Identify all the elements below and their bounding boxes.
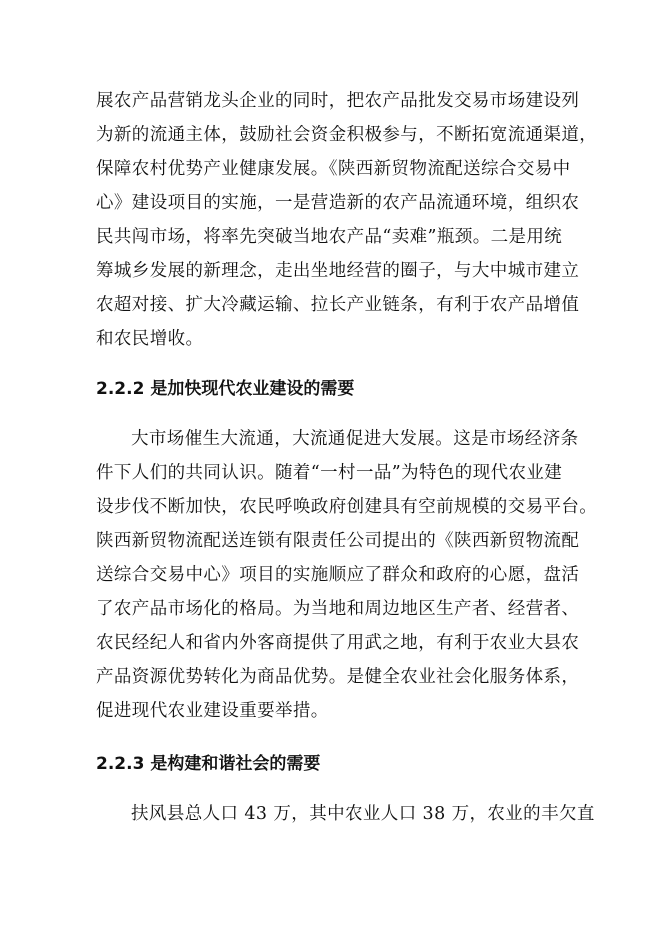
section-heading: 2.2.3 是构建和谐社会的需要 (96, 754, 321, 774)
paragraph-line: 扶风县总人口 43 万，其中农业人口 38 万，农业的丰欠直 (131, 804, 595, 824)
paragraph-line: 农超对接、扩大冷藏运输、拉长产业链条，有利于农产品增值 (96, 295, 580, 315)
section-heading: 2.2.2 是加快现代农业建设的需要 (96, 379, 355, 399)
paragraph-line: 心》建设项目的实施，一是营造新的农产品流通环境，组织农 (96, 193, 580, 213)
paragraph-line: 陕西新贸物流配送连锁有限责任公司提出的《陕西新贸物流配 (96, 531, 580, 551)
paragraph-line: 大市场催生大流通，大流通促进大发展。这是市场经济条 (131, 429, 579, 449)
paragraph-line: 和农民增收。 (96, 329, 204, 349)
paragraph-line: 促进现代农业建设重要举措。 (96, 701, 329, 721)
paragraph-line: 送综合交易中心》项目的实施顺应了群众和政府的心愿，盘活 (96, 565, 580, 585)
paragraph-line: 民共闯市场，将率先突破当地农产品“卖难”瓶颈。二是用统 (96, 227, 563, 247)
paragraph-line: 设步伐不断加快，农民呼唤政府创建具有空前规模的交易平台。 (96, 497, 598, 517)
paragraph-line: 展农产品营销龙头企业的同时，把农产品批发交易市场建设列 (96, 91, 580, 111)
paragraph-line: 了农产品市场化的格局。为当地和周边地区生产者、经营者、 (96, 599, 580, 619)
paragraph-line: 件下人们的共同认识。随着“一村一品”为特色的现代农业建 (96, 463, 563, 483)
paragraph-line: 农民经纪人和省内外客商提供了用武之地，有利于农业大县农 (96, 633, 580, 653)
paragraph-line: 产品资源优势转化为商品优势。是健全农业社会化服务体系， (96, 667, 580, 687)
paragraph-line: 为新的流通主体，鼓励社会资金积极参与，不断拓宽流通渠道， (96, 125, 598, 145)
paragraph-line: 筹城乡发展的新理念，走出坐地经营的圈子，与大中城市建立 (96, 261, 580, 281)
paragraph-line: 保障农村优势产业健康发展。《陕西新贸物流配送综合交易中 (96, 159, 571, 179)
